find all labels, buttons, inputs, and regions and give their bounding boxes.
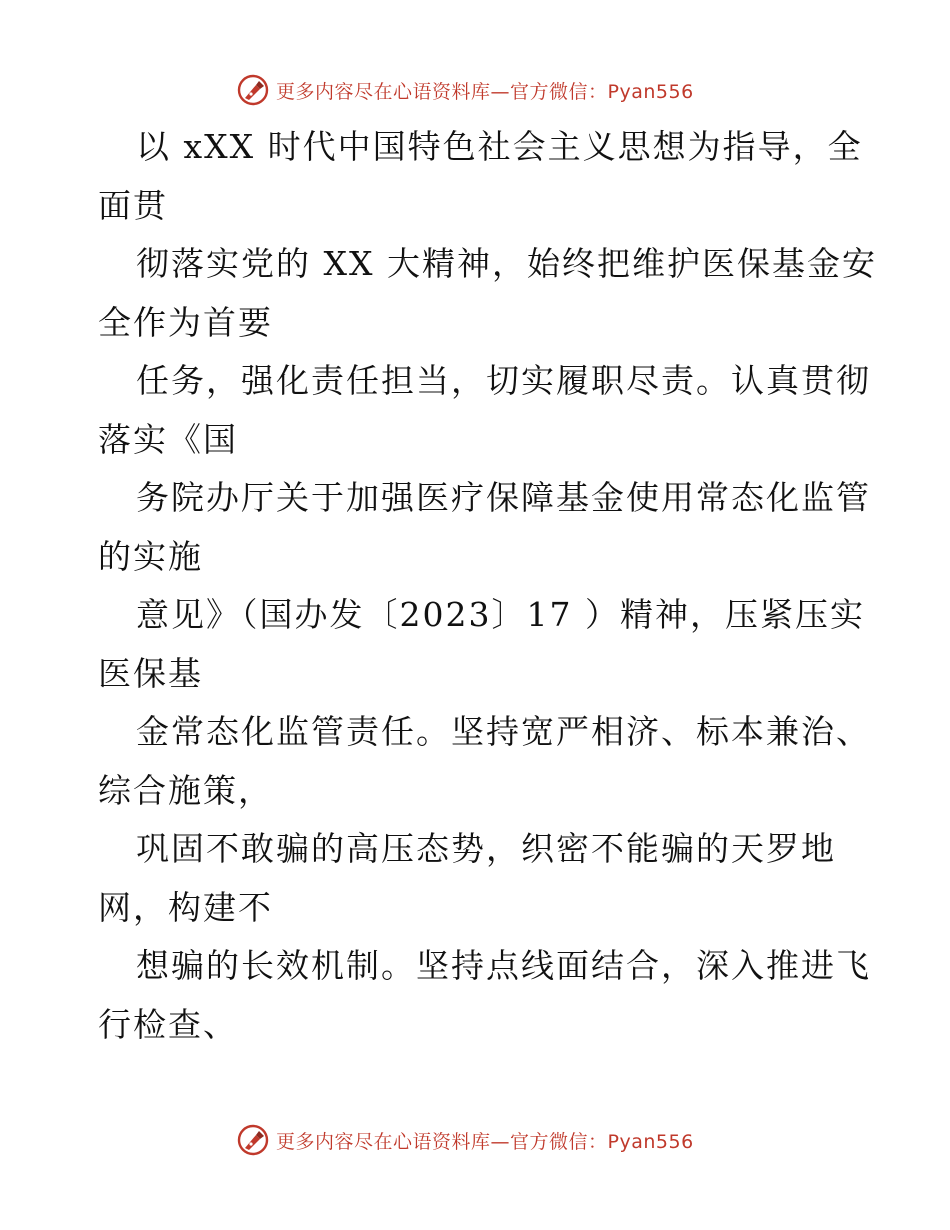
body-text — [98, 118, 877, 1054]
text-line: 任务，强化责任担当，切实履职尽责。认真贯彻 — [136, 361, 871, 400]
text-line: 金常态化监管责任。坚持宽严相济、标本兼治、 — [136, 712, 871, 751]
text-line: 网，构建不 — [98, 887, 273, 927]
pen-nib-logo-icon — [236, 1123, 270, 1157]
text-line: 想骗的长效机制。坚持点线面结合，深入推进飞 — [136, 946, 871, 985]
text-line: 彻落实党的 XX 大精神，始终把维护医保基金安 — [136, 244, 877, 283]
text-line: 行检查、 — [98, 1004, 238, 1044]
text-line: 巩固不敢骗的高压态势，织密不能骗的天罗地 — [136, 829, 836, 868]
watermark-text: 更多内容尽在心语资料库—官方微信：Pyan556 — [276, 1130, 694, 1153]
text-line: 落实《国 — [98, 419, 238, 459]
text-line: 意见》（国办发〔2023〕17 ）精神，压紧压实 — [136, 595, 865, 634]
text-line: 以 xXX 时代中国特色社会主义思想为指导，全 — [136, 127, 863, 166]
watermark-text: 更多内容尽在心语资料库—官方微信：Pyan556 — [276, 80, 694, 103]
text-line: 综合施策， — [98, 770, 273, 810]
footer-watermark — [236, 1122, 694, 1158]
text-line: 全作为首要 — [98, 302, 273, 342]
text-line: 务院办厅关于加强医疗保障基金使用常态化监管 — [136, 478, 871, 517]
pen-nib-logo-icon — [236, 73, 270, 107]
header-watermark — [236, 72, 694, 108]
text-line: 的实施 — [98, 536, 203, 576]
text-line: 医保基 — [98, 653, 203, 693]
text-line: 面贯 — [98, 185, 168, 225]
